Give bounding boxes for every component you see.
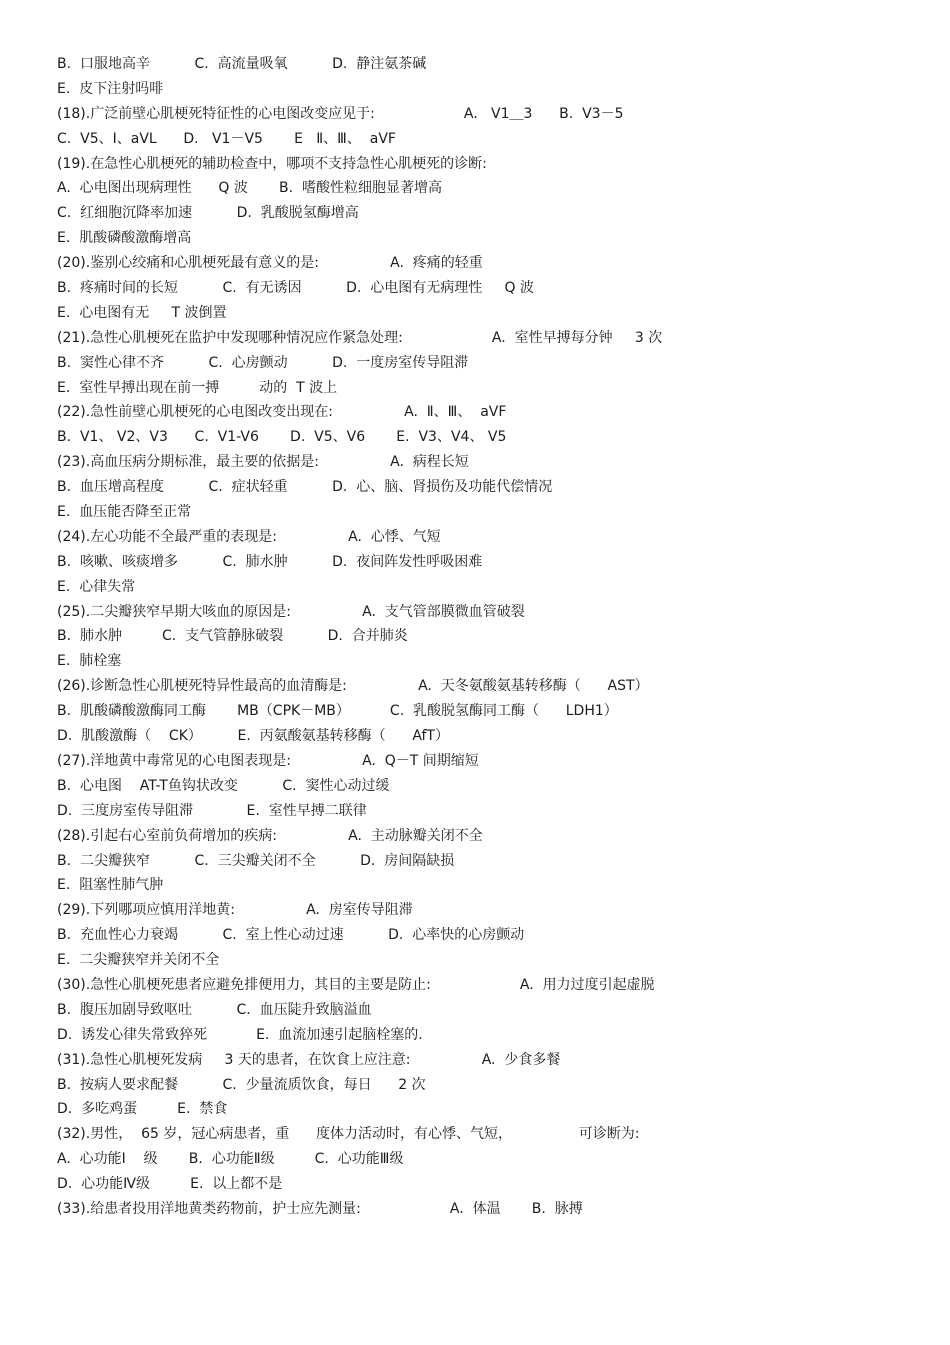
text-line: B. 按病人要求配餐 C. 少量流质饮食，每日 2 次	[57, 1076, 426, 1093]
text-line: A. 心电图出现病理性 Q 波 B. 嗜酸性粒细胞显著增高	[57, 180, 442, 197]
text-line: E. 心律失常	[57, 578, 136, 595]
question-26: (26).诊断急性心肌梗死特异性最高的血清酶是: A. 天冬氨酸氨基转移酶（ AST）	[57, 678, 649, 695]
text-line: E. 阻塞性肺气肿	[57, 877, 164, 894]
text-line: E. 肺栓塞	[57, 653, 122, 670]
question-33: (33).给患者投用洋地黄类药物前，护士应先测量: A. 体温 B. 脉搏	[57, 1200, 583, 1217]
text-line: B. 肺水肿 C. 支气管静脉破裂 D. 合并肺炎	[57, 628, 408, 645]
question-19: (19).在急性心肌梗死的辅助检查中，哪项不支持急性心肌梗死的诊断:	[57, 155, 487, 172]
text-line: B. V1、 V2、V3 C. V1-V6 D. V5、V6 E. V3、V4、 V5	[57, 429, 507, 446]
text-line: D. 诱发心律失常致猝死 E. 血流加速引起脑栓塞的.	[57, 1026, 423, 1043]
question-18: (18).广泛前壁心肌梗死特征性的心电图改变应见于: A. V1＿3 B. V3－5	[57, 105, 624, 122]
text-line: D. 多吃鸡蛋 E. 禁食	[57, 1101, 228, 1118]
text-line: E. 肌酸磷酸激酶增高	[57, 230, 192, 247]
text-line: C. V5、I、aVL D. V1－V5 E Ⅱ、Ⅲ、 aVF	[57, 130, 396, 147]
question-22: (22).急性前壁心肌梗死的心电图改变出现在: A. Ⅱ、Ⅲ、 aVF	[57, 404, 507, 421]
question-text	[57, 52, 917, 1222]
text-line: B. 口服地高辛 C. 高流量吸氧 D. 静注氨茶碱	[57, 56, 427, 72]
question-25: (25).二尖瓣狭窄早期大咳血的原因是: A. 支气管部膜微血管破裂	[57, 603, 525, 620]
question-23: (23).高血压病分期标准，最主要的依据是: A. 病程长短	[57, 454, 469, 471]
text-line: D. 心功能Ⅳ级 E. 以上都不是	[57, 1176, 283, 1193]
text-line: E. 室性早搏出现在前一搏 动的 T 波上	[57, 379, 338, 396]
question-32: (32).男性， 65 岁，冠心病患者，重 度体力活动时，有心悸、气短， 可诊断为:	[57, 1126, 640, 1143]
text-line: B. 疼痛时间的长短 C. 有无诱因 D. 心电图有无病理性 Q 波	[57, 280, 534, 297]
text-line: B. 窦性心律不齐 C. 心房颤动 D. 一度房室传导阻滞	[57, 354, 469, 371]
question-24: (24).左心功能不全最严重的表现是: A. 心悸、气短	[57, 528, 441, 545]
text-line: E. 皮下注射吗啡	[57, 80, 164, 97]
text-line: C. 红细胞沉降率加速 D. 乳酸脱氢酶增高	[57, 205, 359, 222]
text-line: E. 血压能否降至正常	[57, 504, 192, 521]
question-31: (31).急性心肌梗死发病 3 天的患者，在饮食上应注意: A. 少食多餐	[57, 1051, 561, 1068]
text-line: E. 心电图有无 T 波倒置	[57, 304, 227, 321]
text-line: B. 咳嗽、咳痰增多 C. 肺水肿 D. 夜间阵发性呼吸困难	[57, 553, 483, 570]
text-line: D. 肌酸激酶（ CK） E. 丙氨酸氨基转移酶（ AfT）	[57, 728, 449, 745]
text-line: B. 充血性心力衰竭 C. 室上性心动过速 D. 心率快的心房颤动	[57, 927, 525, 944]
text-line: B. 肌酸磷酸激酶同工酶 MB（CPK－MB） C. 乳酸脱氢酶同工酶（ LDH1）	[57, 703, 618, 720]
question-30: (30).急性心肌梗死患者应避免排便用力，其目的主要是防止: A. 用力过度引起虚脱	[57, 976, 655, 993]
question-21: (21).急性心肌梗死在监护中发现哪种情况应作紧急处理: A. 室性早搏每分钟 3 次	[57, 329, 663, 346]
text-line: E. 二尖瓣狭窄并关闭不全	[57, 952, 220, 969]
text-line: B. 腹压加剧导致呕吐 C. 血压陡升致脑溢血	[57, 1001, 372, 1018]
question-27: (27).洋地黄中毒常见的心电图表现是: A. Q－T 间期缩短	[57, 752, 479, 769]
text-line: A. 心功能Ⅰ 级 B. 心功能Ⅱ级 C. 心功能Ⅲ级	[57, 1151, 404, 1168]
text-line: B. 心电图 AT-T鱼钩状改变 C. 窦性心动过缓	[57, 777, 390, 794]
text-line: B. 血压增高程度 C. 症状轻重 D. 心、脑、肾损伤及功能代偿情况	[57, 479, 553, 496]
question-20: (20).鉴别心绞痛和心肌梗死最有意义的是: A. 疼痛的轻重	[57, 255, 483, 272]
question-28: (28).引起右心室前负荷增加的疾病: A. 主动脉瓣关闭不全	[57, 827, 483, 844]
question-29: (29).下列哪项应慎用洋地黄: A. 房室传导阻滞	[57, 902, 413, 919]
text-line: B. 二尖瓣狭窄 C. 三尖瓣关闭不全 D. 房间隔缺损	[57, 852, 455, 869]
text-line: D. 三度房室传导阻滞 E. 室性早搏二联律	[57, 802, 367, 819]
